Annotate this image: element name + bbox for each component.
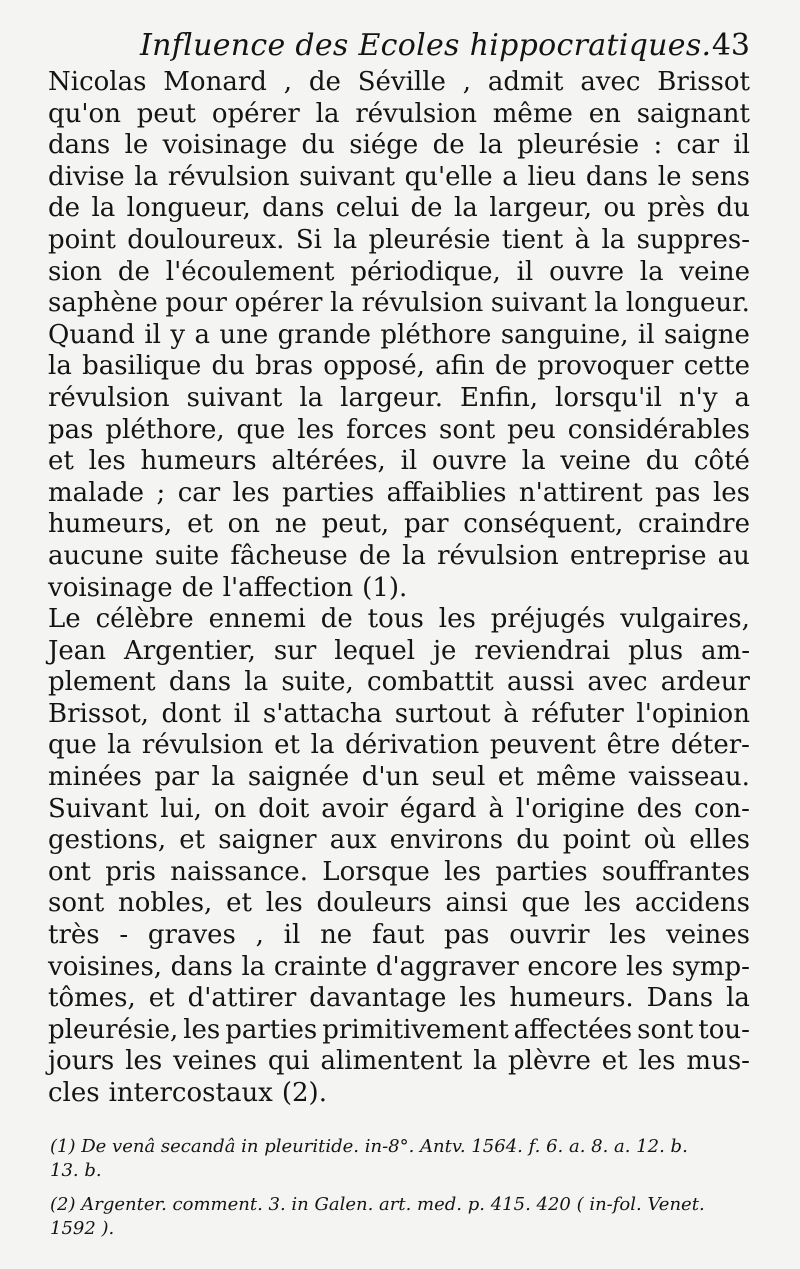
text-line: voisines, dans la crainte d'aggraver encore les symp- (48, 951, 750, 982)
footnote-line: 1592 ). (50, 1218, 115, 1239)
text-line: sont nobles, et les douleurs ainsi que les accidens (48, 888, 750, 919)
footnotes (50, 1135, 750, 1241)
text-line: de la longueur, dans celui de la largeur, ou près du (48, 193, 750, 224)
text-line: saphène pour opérer la révulsion suivant la longueur. (48, 288, 750, 319)
text-line: qu'on peut opérer la révulsion même en saignant (48, 98, 750, 129)
text-line: jours les veines qui alimentent la plèvre et les mus- (48, 1046, 750, 1077)
body-text (48, 67, 750, 1110)
text-line: Suivant lui, on doit avoir égard à l'origine des con- (48, 793, 750, 824)
text-line: Le célèbre ennemi de tous les préjugés vulgaires, (48, 604, 750, 635)
text-line: dans le voisinage du siége de la pleurésie : car il (48, 130, 750, 161)
text-line: Jean Argentier, sur lequel je reviendrai plus am- (48, 635, 750, 666)
text-line: point douloureux. Si la pleurésie tient à la suppres- (48, 224, 750, 255)
text-line: divise la révulsion suivant qu'elle a lieu dans le sens (48, 161, 750, 192)
text-line: la basilique du bras opposé, afin de provoquer cette (48, 351, 750, 382)
text-line: aucune suite fâcheuse de la révulsion entreprise au (48, 540, 750, 571)
text-line: plement dans la suite, combattit aussi avec ardeur (48, 667, 750, 698)
footnote-line: (1) De venâ secandâ in pleuritide. in-8°. Antv. 1564. f. 6. a. 8. a. 12. b. (50, 1136, 688, 1157)
running-title: Influence des Ecoles hippocratiques. (140, 28, 712, 63)
text-line: cles intercostaux (2). (48, 1078, 327, 1108)
text-line: sion de l'écoulement périodique, il ouvre la veine (48, 256, 750, 287)
text-line: très - graves , il ne faut pas ouvrir les veines (48, 920, 750, 951)
footnote-line: (2) Argenter. comment. 3. in Galen. art. med. p. 415. 420 ( in-fol. Venet. (50, 1194, 705, 1215)
page-header (140, 26, 750, 66)
text-line: pas pléthore, que les forces sont peu considérables (48, 414, 750, 445)
text-line: ont pris naissance. Lorsque les parties souffrantes (48, 856, 750, 887)
text-line: gestions, et saigner aux environs du point où elles (48, 825, 750, 856)
text-line: tômes, et d'attirer davantage les humeurs. Dans la (48, 983, 750, 1014)
text-line: minées par la saignée d'un seul et même vaisseau. (48, 762, 750, 793)
text-line: malade ; car les parties affaiblies n'attirent pas les (48, 477, 750, 508)
text-line: voisinage de l'affection (1). (48, 572, 408, 603)
text-line: pleurésie, les parties primitivement affectées sont tou- (48, 1014, 750, 1045)
footnote-line: 13. b. (50, 1160, 102, 1181)
text-line: Quand il y a une grande pléthore sanguine, il saigne (48, 319, 750, 350)
text-line: que la révulsion et la dérivation peuvent être déter- (48, 730, 750, 761)
text-line: Nicolas Monard , de Séville , admit avec Brissot (48, 67, 750, 97)
page-number: 43 (711, 28, 750, 63)
text-line: Brissot, dont il s'attacha surtout à réfuter l'opinion (48, 698, 750, 729)
text-line: humeurs, et on ne peut, par conséquent, craindre (48, 509, 750, 540)
text-line: et les humeurs altérées, il ouvre la veine du côté (48, 446, 750, 477)
text-line: révulsion suivant la largeur. Enfin, lorsqu'il n'y a (48, 382, 750, 413)
